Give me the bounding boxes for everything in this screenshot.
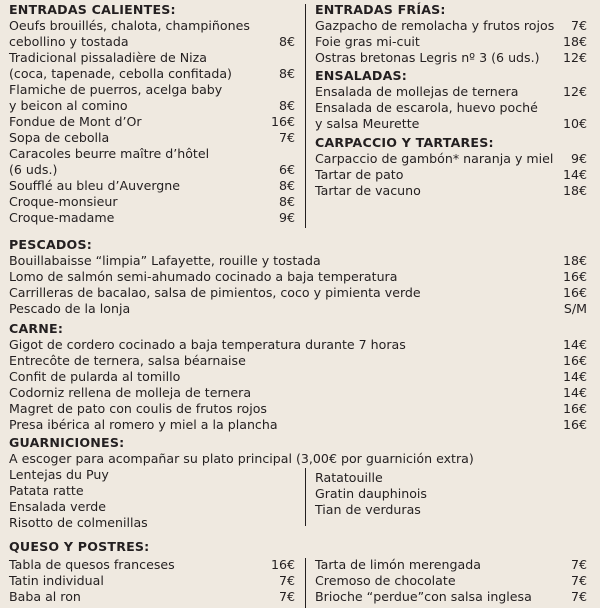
section-title: PESCADOS: <box>9 237 92 252</box>
menu-item-name: Croque-madame <box>9 210 115 225</box>
queso-postres-left <box>9 557 295 605</box>
section-title: ENTRADAS FRÍAS: <box>315 2 446 17</box>
menu-item-name: Pescado de la lonja <box>9 301 131 316</box>
menu-item-price: 10€ <box>562 116 587 131</box>
menu-item-price: 7€ <box>570 573 587 588</box>
menu-item <box>9 285 587 301</box>
section-title: QUESO Y POSTRES: <box>9 539 150 554</box>
menu-item-name: (6 uds.) <box>9 162 58 177</box>
menu-item <box>315 589 587 605</box>
menu-item <box>9 34 295 50</box>
menu-item-name: Tradicional pissaladière de Niza <box>9 50 207 65</box>
menu-item <box>9 337 587 353</box>
menu-item-name: Ostras bretonas Legris nº 3 (6 uds.) <box>315 50 540 65</box>
menu-item-name: Sopa de cebolla <box>9 130 110 145</box>
menu-item-name: Tarta de limón merengada <box>315 557 481 572</box>
menu-item-name: Foie gras mi-cuit <box>315 34 420 49</box>
menu-item-name: Ensalada de mollejas de ternera <box>315 84 519 99</box>
menu-item-name: Fondue de Mont d’Or <box>9 114 142 129</box>
menu-item-name: Brioche “perdue”con salsa inglesa <box>315 589 532 604</box>
section-entradas-calientes <box>9 2 295 226</box>
menu-item <box>9 353 587 369</box>
menu-item <box>9 66 295 82</box>
menu-item <box>9 210 295 226</box>
menu-item-name: Confit de pularda al tomillo <box>9 369 181 384</box>
queso-postres-right <box>315 557 587 605</box>
menu-item <box>315 50 587 66</box>
menu-item-price: 7€ <box>570 589 587 604</box>
menu-item-name: Croque-monsieur <box>9 194 118 209</box>
menu-item <box>9 50 295 66</box>
menu-item-price: 18€ <box>562 183 587 198</box>
menu-item-price: 16€ <box>562 417 587 432</box>
menu-item-price: 8€ <box>278 178 295 193</box>
menu-item-price: 6€ <box>278 162 295 177</box>
menu-item <box>9 385 587 401</box>
section-title: CARNE: <box>9 321 64 336</box>
menu-item-price: 7€ <box>570 18 587 33</box>
menu-item-name: Gazpacho de remolacha y frutos rojos <box>315 18 555 33</box>
menu-item-name: Carpaccio de gambón* naranja y miel <box>315 151 554 166</box>
menu-item-name: Tabla de quesos franceses <box>9 557 175 572</box>
section-title: ENTRADAS CALIENTES: <box>9 2 176 17</box>
section-title: ENSALADAS: <box>315 68 408 83</box>
menu-item-price: 16€ <box>562 353 587 368</box>
menu-item <box>9 162 295 178</box>
section-title: CARPACCIO Y TARTARES: <box>315 135 494 150</box>
menu-item-name: Lomo de salmón semi-ahumado cocinado a baja temperatura <box>9 269 398 284</box>
menu-item-price: 8€ <box>278 66 295 81</box>
menu-item-price: 12€ <box>562 84 587 99</box>
menu-item-name: y beicon al comino <box>9 98 128 113</box>
guarniciones-intro: A escoger para acompañar su plato principal (3,00€ por guarnición extra) <box>9 451 474 466</box>
guarniciones-right <box>315 470 587 518</box>
menu-item <box>9 369 587 385</box>
section-pescados <box>9 237 587 317</box>
menu-item-price: 16€ <box>562 269 587 284</box>
menu-item-name: Cremoso de chocolate <box>315 573 456 588</box>
menu-item <box>9 130 295 146</box>
menu-item-price: 8€ <box>278 194 295 209</box>
menu-item <box>9 269 587 285</box>
menu-item-price: 14€ <box>562 337 587 352</box>
menu-item-name: Caracoles beurre maître d’hôtel <box>9 146 210 161</box>
menu-item <box>9 146 295 162</box>
menu-item <box>315 167 587 183</box>
menu-item <box>9 114 295 130</box>
menu-item <box>9 82 295 98</box>
menu-item-price: 16€ <box>270 114 295 129</box>
menu-item <box>9 589 295 605</box>
menu-item-name: Tartar de vacuno <box>315 183 421 198</box>
menu-item <box>315 183 587 199</box>
menu-item-price: 7€ <box>278 589 295 604</box>
section-queso-postres <box>9 539 587 555</box>
menu-item-name: Carrilleras de bacalao, salsa de pimientos, coco y pimienta verde <box>9 285 421 300</box>
side-dish: Gratin dauphinois <box>315 486 427 501</box>
menu-item-price: 16€ <box>562 285 587 300</box>
menu-item <box>9 573 295 589</box>
menu-item-price: 9€ <box>278 210 295 225</box>
menu-item-name: Flamiche de puerros, acelga baby <box>9 82 223 97</box>
menu-item-price: 18€ <box>562 253 587 268</box>
menu-item-price: 7€ <box>570 557 587 572</box>
section-ensaladas <box>315 68 587 132</box>
section-carpaccio <box>315 135 587 199</box>
menu-item-price: 8€ <box>278 98 295 113</box>
menu-item-price: 14€ <box>562 369 587 384</box>
menu-item <box>9 557 295 573</box>
menu-item-price: 14€ <box>562 385 587 400</box>
menu-item-price: 16€ <box>562 401 587 416</box>
menu-item-name: Tartar de pato <box>315 167 404 182</box>
menu-item-name: Magret de pato con coulis de frutos rojos <box>9 401 267 416</box>
menu-item-price: 12€ <box>562 50 587 65</box>
column-divider <box>305 4 306 228</box>
menu-item-name: y salsa Meurette <box>315 116 420 131</box>
side-dish: Tian de verduras <box>315 502 421 517</box>
menu-item <box>9 417 587 433</box>
menu-item <box>315 573 587 589</box>
section-guarniciones <box>9 435 587 467</box>
menu-item-name: Entrecôte de ternera, salsa béarnaise <box>9 353 246 368</box>
menu-item-price: 14€ <box>562 167 587 182</box>
menu-item-price: 8€ <box>278 34 295 49</box>
menu-item-price: 18€ <box>562 34 587 49</box>
side-dish: Patata ratte <box>9 483 84 498</box>
menu-item <box>9 253 587 269</box>
menu-item <box>9 18 295 34</box>
menu-item-name: Ensalada de escarola, huevo poché <box>315 100 538 115</box>
menu-item <box>9 401 587 417</box>
menu-item <box>9 301 587 317</box>
menu-item-name: Gigot de cordero cocinado a baja temperatura durante 7 horas <box>9 337 406 352</box>
menu-item-name: cebollino y tostada <box>9 34 129 49</box>
menu-item <box>9 178 295 194</box>
menu-item-name: Baba al ron <box>9 589 81 604</box>
menu-item-price: 7€ <box>278 130 295 145</box>
section-carne <box>9 321 587 433</box>
menu-item <box>9 194 295 210</box>
menu-item-price: 9€ <box>570 151 587 166</box>
menu-item-price: S/M <box>563 301 587 316</box>
menu-item <box>315 557 587 573</box>
menu-item <box>315 18 587 34</box>
side-dish: Ratatouille <box>315 470 383 485</box>
menu-item-name: Codorniz rellena de molleja de ternera <box>9 385 252 400</box>
menu-item <box>315 100 587 116</box>
column-divider <box>305 468 306 526</box>
menu-item-name: Tatin individual <box>9 573 104 588</box>
menu-item <box>315 151 587 167</box>
column-divider <box>305 558 306 608</box>
side-dish: Lentejas du Puy <box>9 467 109 482</box>
side-dish: Risotto de colmenillas <box>9 515 148 530</box>
menu-item <box>315 84 587 100</box>
menu-item-name: Bouillabaisse “limpia” Lafayette, rouille y tostada <box>9 253 321 268</box>
menu-item-price: 7€ <box>278 573 295 588</box>
menu-item <box>315 34 587 50</box>
menu-item <box>9 98 295 114</box>
section-entradas-frias <box>315 2 587 66</box>
menu-item-name: Oeufs brouillés, chalota, champiñones <box>9 18 250 33</box>
menu-item-name: Soufflé au bleu d’Auvergne <box>9 178 181 193</box>
section-title: GUARNICIONES: <box>9 435 125 450</box>
menu-item-name: (coca, tapenade, cebolla confitada) <box>9 66 232 81</box>
menu-item <box>315 116 587 132</box>
guarniciones-left <box>9 467 295 531</box>
menu-item-price: 16€ <box>270 557 295 572</box>
side-dish: Ensalada verde <box>9 499 107 514</box>
menu-item-name: Presa ibérica al romero y miel a la plancha <box>9 417 278 432</box>
